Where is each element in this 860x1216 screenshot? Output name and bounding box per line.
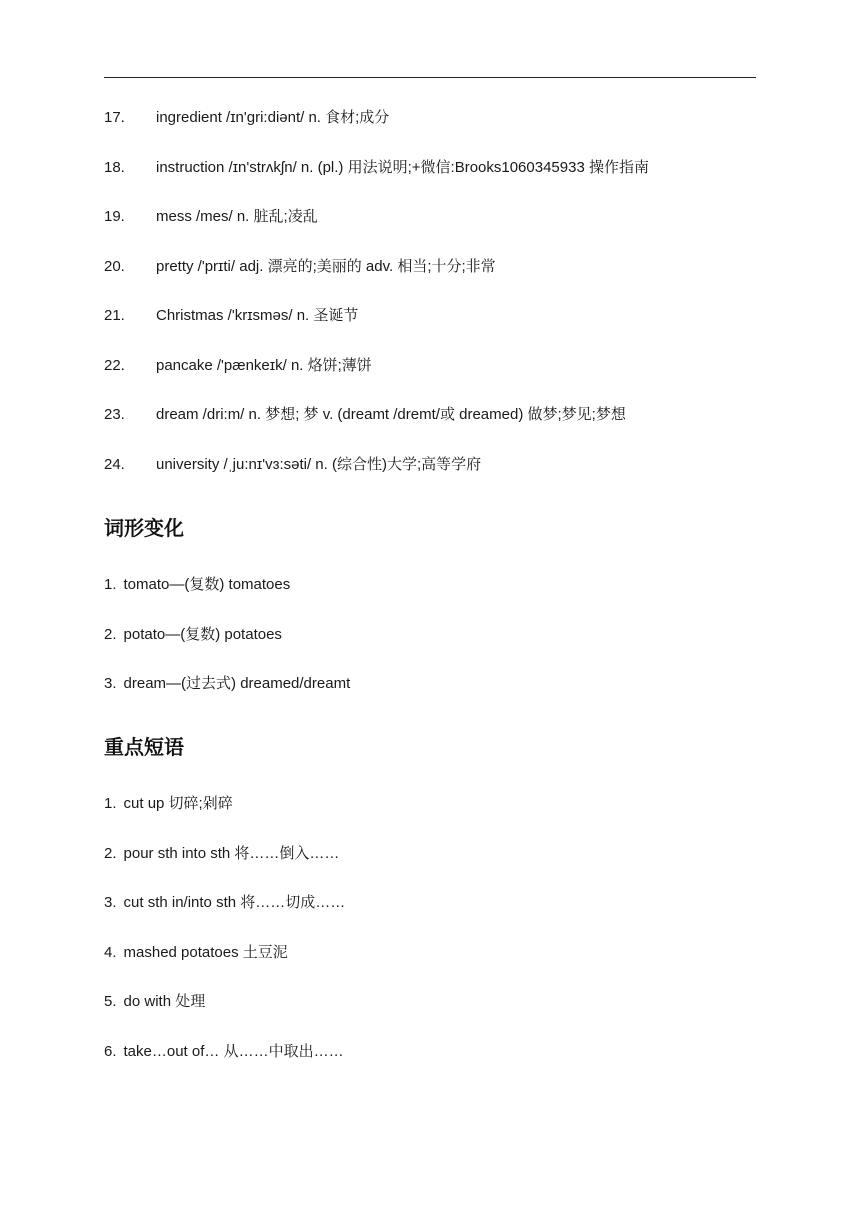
vocab-number: 20. — [104, 258, 125, 275]
list-number: 2. — [104, 626, 117, 643]
section-heading-key-phrases: 重点短语 — [104, 737, 184, 759]
vocab-number: 24. — [104, 456, 125, 473]
vocab-number: 22. — [104, 357, 125, 374]
list-item — [104, 623, 282, 647]
vocab-entry: instruction /ɪn'strʌkʃn/ n. (pl.) 用法说明;+微信:Brooks1060345933 操作指南 — [156, 159, 649, 176]
vocab-number: 18. — [104, 159, 125, 176]
header-rule — [104, 77, 756, 78]
vocab-item — [0, 205, 860, 229]
list-number: 5. — [104, 993, 117, 1010]
list-item — [104, 990, 205, 1014]
list-text: take…out of… 从……中取出…… — [123, 1043, 344, 1060]
vocab-entry: dream /dri:m/ n. 梦想; 梦 v. (dreamt /dremt/或 dreamed) 做梦;梦见;梦想 — [156, 406, 626, 423]
list-item — [104, 792, 233, 816]
vocab-entry: Christmas /'krɪsməs/ n. 圣诞节 — [156, 307, 359, 324]
list-item — [104, 891, 345, 915]
vocab-number: 17. — [104, 109, 125, 126]
vocab-item — [0, 255, 860, 279]
list-text: dream—(过去式) dreamed/dreamt — [123, 675, 351, 692]
vocab-entry: pancake /'pænkeɪk/ n. 烙饼;薄饼 — [156, 357, 372, 374]
vocab-item — [0, 304, 860, 328]
vocab-entry: ingredient /ɪn'gri:diənt/ n. 食材;成分 — [156, 109, 390, 126]
list-item — [104, 941, 288, 965]
list-number: 4. — [104, 944, 117, 961]
list-number: 1. — [104, 576, 117, 593]
list-text: tomato—(复数) tomatoes — [123, 576, 291, 593]
list-item — [104, 1040, 344, 1064]
list-item — [104, 842, 339, 866]
vocab-number: 21. — [104, 307, 125, 324]
vocab-item — [0, 354, 860, 378]
list-number: 1. — [104, 795, 117, 812]
vocab-item — [0, 453, 860, 477]
vocab-item — [0, 403, 860, 427]
vocab-item — [0, 106, 860, 130]
list-item — [104, 573, 290, 597]
list-number: 3. — [104, 894, 117, 911]
vocab-entry: mess /mes/ n. 脏乱;凌乱 — [156, 208, 318, 225]
vocab-entry: pretty /'prɪti/ adj. 漂亮的;美丽的 adv. 相当;十分;非常 — [156, 258, 496, 275]
vocab-item — [0, 156, 860, 180]
vocab-entry: university /ˌju:nɪ'vɜ:səti/ n. (综合性)大学;高等学府 — [156, 456, 482, 473]
vocab-number: 19. — [104, 208, 125, 225]
list-text: mashed potatoes 土豆泥 — [123, 944, 288, 961]
list-text: cut sth in/into sth 将……切成…… — [123, 894, 346, 911]
list-number: 6. — [104, 1043, 117, 1060]
list-text: pour sth into sth 将……倒入…… — [123, 845, 340, 862]
list-item — [104, 672, 350, 696]
section-heading-word-forms: 词形变化 — [104, 518, 184, 540]
vocab-number: 23. — [104, 406, 125, 423]
list-text: cut up 切碎;剁碎 — [123, 795, 233, 812]
list-text: do with 处理 — [123, 993, 206, 1010]
list-text: potato—(复数) potatoes — [123, 626, 282, 643]
list-number: 3. — [104, 675, 117, 692]
list-number: 2. — [104, 845, 117, 862]
